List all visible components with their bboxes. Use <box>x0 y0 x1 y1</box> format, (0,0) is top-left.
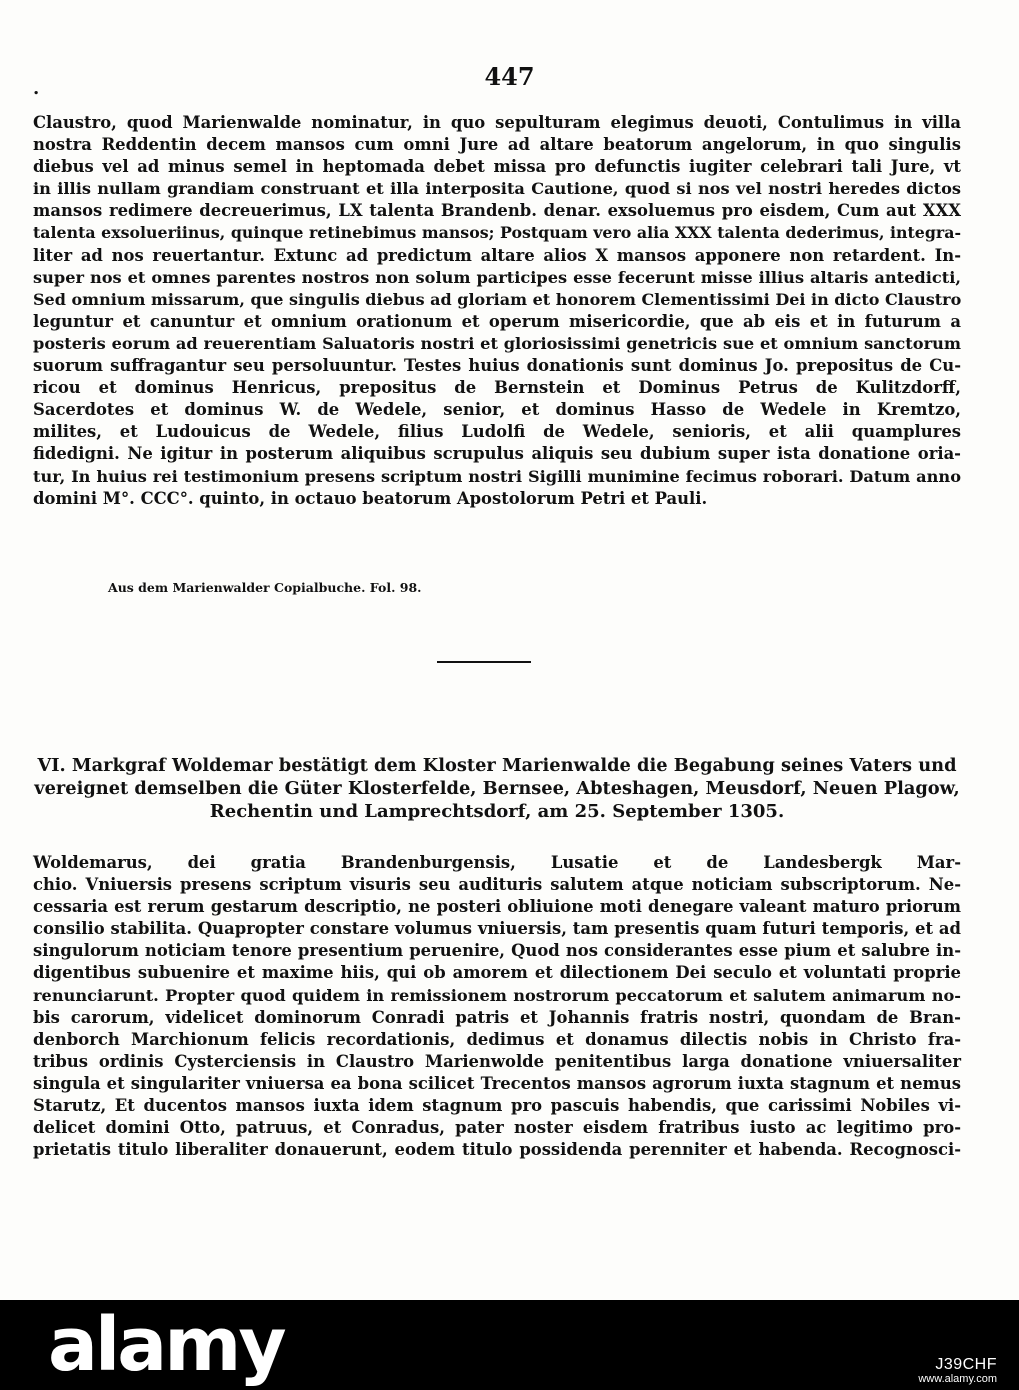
text-line: bis carorum, videlicet dominorum Conradi patris et Johannis fratris nostri, quondam de Bran- <box>33 1007 961 1027</box>
charter-text <box>33 112 961 510</box>
text-line: mansos redimere decreuerimus, LX talenta Brandenb. denar. exsoluemus pro eisdem, Cum aut XXX <box>33 201 961 221</box>
text-line: suorum suffragantur seu persoluuntur. Testes huius donationis sunt dominus Jo. prepositus de Cu- <box>33 356 961 376</box>
text-line: renunciarunt. Propter quod quidem in remissionem nostrorum peccatorum et salutem animarum no- <box>33 985 961 1005</box>
text-line: prietatis titulo liberaliter donauerunt, eodem titulo possidenda perenniter et habenda. Recognosci- <box>33 1140 961 1160</box>
text-line: cessaria est rerum gestarum descriptio, ne posteri obliuione moti denegare valeant maturo priorum <box>33 897 961 917</box>
text-line: tur, In huius rei testimonium presens scriptum nostri Sigilli munimine fecimus roborari. Datum anno <box>33 466 961 486</box>
text-line: posteris eorum ad reuerentiam Saluatoris nostri et gloriosissimi genetricis sue et omnium sanctorum <box>33 333 961 353</box>
text-line: liter ad nos reuertantur. Extunc ad predictum altare alios X mansos apponere non retardent. In- <box>33 245 961 265</box>
text-line: in illis nullam grandiam construant et illa interposita Cautione, quod si nos vel nostri heredes dictos <box>33 179 961 199</box>
text-line: chio. Vniuersis presens scriptum visuris seu audituris salutem atque noticiam subscriptorum. Ne- <box>33 875 961 895</box>
source-note: Aus dem Marienwalder Copialbuche. Fol. 98. <box>108 580 422 595</box>
section-heading <box>33 754 961 823</box>
heading-line: Rechentin und Lamprechtsdorf, am 25. September 1305. <box>209 801 785 822</box>
svg-text:alamy: alamy <box>48 1304 284 1386</box>
text-line: nostra Reddentin decem mansos cum omni Jure ad altare beatorum angelorum, in quo singulis <box>33 135 961 155</box>
section-divider <box>437 661 531 663</box>
text-line: tribus ordinis Cysterciensis in Claustro Marienwolde penitentibus larga donatione vniuersaliter <box>33 1051 961 1071</box>
text-line: singulorum noticiam tenore presentium peruenire, Quod nos considerantes esse pium et salubre in- <box>33 941 961 961</box>
text-line: diebus vel ad minus semel in heptomada debet missa pro defunctis iugiter celebrari tali Jure, vt <box>33 157 961 177</box>
text-line: milites, et Ludouicus de Wedele, filius Ludolfi de Wedele, senioris, et alii quamplures <box>33 422 961 442</box>
text-line: fidedigni. Ne igitur in posterum aliquibus scrupulus aliquis seu dubium super ista donatione oria- <box>33 444 961 464</box>
text-line: digentibus subuenire et maxime hiis, qui ob amorem et dilectionem Dei seculo et voluntati proprie <box>33 963 961 983</box>
text-line: leguntur et canuntur et omnium orationum et operum misericordie, que ab eis et in futurum a <box>33 311 961 331</box>
text-line: delicet domini Otto, patruus, et Conradus, pater noster eisdem fratribus iusto ac legitimo pro- <box>33 1118 961 1138</box>
heading-line: vereignet demselben die Güter Klosterfelde, Bernsee, Abteshagen, Meusdorf, Neuen Plagow, <box>34 778 960 799</box>
text-line: Sed omnium missarum, que singulis diebus ad gloriam et honorem Clementissimi Dei in dicto Claustro <box>33 289 962 309</box>
site-url: www.alamy.com <box>918 1373 997 1385</box>
text-line: super nos et omnes parentes nostros non solum participes esse fecerunt misse illius altaris antedicti, <box>33 267 961 287</box>
alamy-logo <box>48 1304 338 1386</box>
watermark-bar <box>0 1300 1019 1390</box>
text-line: Starutz, Et ducentos mansos iuxta idem stagnum pro pascuis habendis, que carissimi Nobiles vi- <box>33 1096 961 1116</box>
text-line: domini M°. CCC°. quinto, in octauo beatorum Apostolorum Petri et Pauli. <box>33 488 708 508</box>
page-number: 447 <box>484 62 535 91</box>
text-line: singula et singulariter vniuersa ea bona scilicet Trecentos mansos agrorum iuxta stagnum et nemus <box>33 1073 961 1093</box>
page-mark: . <box>33 78 40 99</box>
image-id: J39CHF <box>935 1356 997 1373</box>
text-line: denborch Marchionum felicis recordationis, dedimus et donamus dilectis nobis in Christo fra- <box>33 1029 961 1049</box>
charter-text-2 <box>33 852 961 1161</box>
text-line: talenta exsolueriinus, quinque retinebimus mansos; Postquam vero alia XXX talenta dederimus, integra- <box>33 223 961 243</box>
heading-line: VI. Markgraf Woldemar bestätigt dem Kloster Marienwalde die Begabung seines Vaters und <box>37 755 957 776</box>
text-line: consilio stabilita. Quapropter constare volumus vniuersis, tam presentis quam futuri temporis, et ad <box>33 919 961 939</box>
text-line: Sacerdotes et dominus W. de Wedele, senior, et dominus Hasso de Wedele in Kremtzo, <box>33 400 961 420</box>
text-line: Woldemarus, dei gratia Brandenburgensis, Lusatie et de Landesbergk Mar- <box>33 853 961 872</box>
text-line: ricou et dominus Henricus, prepositus de Bernstein et Dominus Petrus de Kulitzdorff, <box>33 378 961 398</box>
text-line: Claustro, quod Marienwalde nominatur, in quo sepulturam elegimus deuoti, Contulimus in villa <box>33 113 961 132</box>
